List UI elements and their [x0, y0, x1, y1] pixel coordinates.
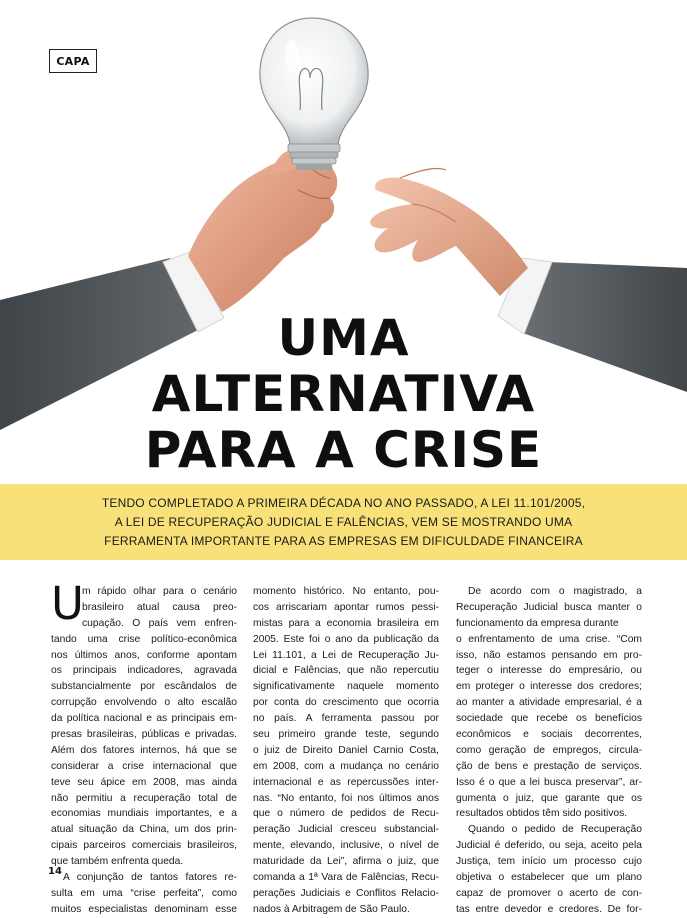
text-line: comanda a 1ª Vara de Falências, Recu- — [253, 872, 439, 884]
text-line: os principais indicadores, agravada — [51, 665, 237, 677]
text-line: em proteger o interesse dos credores; — [456, 681, 642, 693]
left-hand — [188, 150, 337, 312]
text-line: que também enfrenta queda. — [51, 856, 184, 868]
text-line: corrupção envolvendo o alto escalão — [51, 697, 237, 709]
lead-line-2: A LEI DE RECUPERAÇÃO JUDICIAL E FALÊNCIAS, VEM SE MOSTRANDO UMA — [114, 514, 573, 529]
text-line: no país. A ferramenta passou por — [253, 713, 439, 725]
lead-strip — [0, 484, 687, 560]
body-column-3 — [456, 584, 642, 918]
text-line: nas. “No entanto, foi nos últimos anos — [253, 792, 439, 804]
text-line: significativamente naquele momento — [253, 681, 439, 693]
text-line: nados à Arbitragem de São Paulo. — [253, 903, 410, 915]
text-line: Lei 11.101, a Lei de Recuperação Ju- — [253, 649, 439, 661]
text-line: capaz de promover o acerto de con- — [456, 887, 642, 899]
body-column-1 — [51, 584, 237, 918]
text-line: considerar a crise internacional que — [51, 760, 237, 772]
text-line: Justiça, tem início um processo cujo — [456, 856, 642, 868]
text-line: economias mundiais importantes, e a — [51, 808, 237, 820]
text-line: sociedade que recebe os benefícios — [456, 713, 642, 725]
text-line: por conta do crescimento que ocorria — [253, 697, 439, 709]
text-line: tas entre devedor e credores. De for- — [456, 903, 642, 915]
lead-line-3: FERRAMENTA IMPORTANTE PARA AS EMPRESAS EM DIFICULDADE FINANCEIRA — [104, 533, 583, 548]
text-line: que o número de pedidos de Recu- — [253, 808, 439, 820]
text-line: objetiva o estabelecer que um plano — [456, 872, 642, 884]
text-line: substancialmente por escândalos de — [51, 681, 237, 693]
text-line: dicial e Falências, que não repercutiu — [253, 665, 439, 677]
headline-line-2: ALTERNATIVA — [151, 365, 536, 423]
lightbulb — [260, 18, 368, 170]
text-line: da política nacional e as principais em- — [51, 713, 237, 725]
text-line: cupação. O país vem enfren- — [82, 617, 237, 629]
text-line: mistas para a economia brasileira em — [253, 617, 439, 629]
text-line: cos arriscariam apontar rumos pessi- — [253, 601, 439, 613]
text-line: brasileiro atual causa preo- — [82, 601, 237, 613]
text-line: gumenta o juiz, que garante que os — [456, 792, 642, 804]
text-line: nos últimos anos, conforme apontam — [51, 649, 237, 661]
text-line: cipais parceiros comerciais brasileiros, — [51, 840, 237, 852]
text-line: resultados obtidos têm sido positivos. — [456, 808, 628, 820]
text-line: ao manter a atividade empresarial, é a — [456, 697, 642, 709]
text-line: o enfrentamento de uma crise. “Com — [456, 633, 642, 645]
headline-line-1: UMA — [277, 309, 410, 367]
text-line: seu primeiro grande teste, segundo — [253, 729, 439, 741]
text-line: muitos especialistas denominam esse — [51, 903, 237, 915]
text-line: Judicial é deferido, ou seja, aceito pela — [456, 840, 642, 852]
text-line: atual situação da China, um dos prin- — [51, 824, 237, 836]
text-line: Isso é o que a lei busca preservar”, ar- — [456, 776, 642, 788]
drop-cap: U — [51, 577, 84, 630]
text-line: presas brasileiras, públicas e privadas. — [51, 729, 237, 741]
text-line: Recuperação Judicial busca manter o — [456, 601, 642, 613]
text-line: mente, elevando, inclusive, o nível de — [253, 840, 439, 852]
text-line: momento histórico. No entanto, pou- — [253, 586, 439, 597]
text-line: ção de bens e prestação de serviços. — [456, 760, 642, 772]
text-line: como geração de empregos, circula- — [456, 744, 642, 756]
page-number: 14 — [48, 866, 62, 877]
text-line: sulta em uma “crise perfeita”, como — [51, 887, 237, 899]
text-line: funcionamento da empresa durante — [456, 617, 619, 629]
headline-line-3: PARA A CRISE — [144, 421, 543, 479]
text-line: tando uma crise político-econômica — [51, 633, 237, 645]
text-line: teve seu ápice em 2008, mas ainda — [51, 776, 237, 788]
text-line: em 2008, com a mudança no cenário — [253, 760, 439, 772]
text-line: isso, não estamos pensando em pro- — [456, 649, 642, 661]
text-line: Quando o pedido de Recuperação — [468, 824, 642, 836]
text-line: não permitiu a recuperação total de — [51, 792, 237, 804]
body-column-2 — [253, 584, 439, 918]
section-tag: CAPA — [49, 49, 97, 73]
text-line: Além dos fatores internos, há que se — [51, 744, 237, 756]
text-line: A conjunção de tantos fatores re- — [63, 872, 237, 884]
headline — [0, 310, 687, 478]
text-line: teger o interesse do empresário, ou — [456, 665, 642, 677]
text-line: 2005. Este foi o ano da publicação da — [253, 633, 439, 645]
lead-line-1: TENDO COMPLETADO A PRIMEIRA DÉCADA NO ANO PASSADO, A LEI 11.101/2005, — [101, 495, 586, 510]
right-hand — [370, 168, 528, 296]
text-line: peração Judicial cresceu substancial- — [253, 824, 439, 836]
text-line: De acordo com o magistrado, a — [468, 586, 642, 597]
text-line: o juiz de Direito Daniel Carnio Costa, — [253, 744, 439, 756]
text-line: internacional e as repercussões inter- — [253, 776, 439, 788]
text-line: econômicos e sociais decorrentes, — [456, 729, 642, 741]
text-line: maturidade da Lei”, afirma o juiz, que — [253, 856, 439, 868]
text-line: perações Judiciais e Conflitos Relacio- — [253, 887, 439, 899]
text-line: m rápido olhar para o cenário — [82, 586, 237, 597]
